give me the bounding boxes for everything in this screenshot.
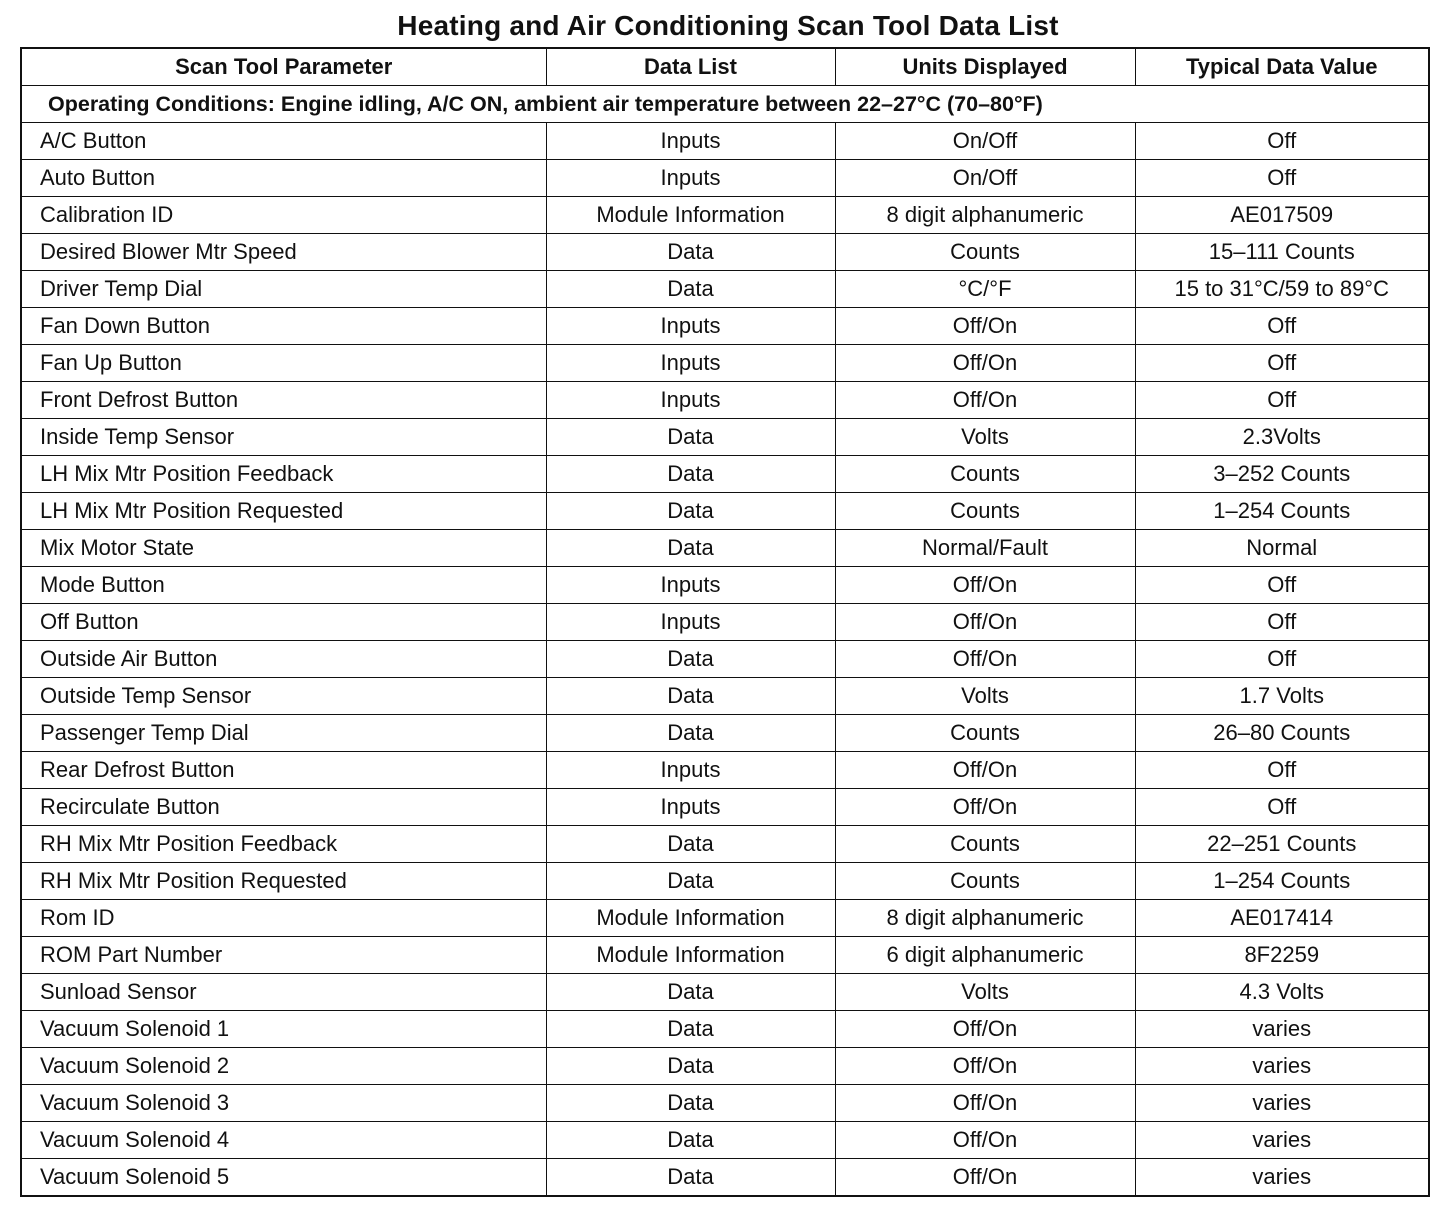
parameter-cell: RH Mix Mtr Position Feedback <box>21 826 546 863</box>
parameter-cell: Desired Blower Mtr Speed <box>21 234 546 271</box>
parameter-cell: Vacuum Solenoid 1 <box>21 1011 546 1048</box>
parameter-cell: ROM Part Number <box>21 937 546 974</box>
data-list-cell: Data <box>546 530 835 567</box>
units-cell: Off/On <box>835 308 1135 345</box>
units-cell: Counts <box>835 493 1135 530</box>
typical-value-cell: 26–80 Counts <box>1135 715 1429 752</box>
parameter-cell: LH Mix Mtr Position Requested <box>21 493 546 530</box>
operating-conditions-text: Operating Conditions: Engine idling, A/C ON, ambient air temperature between 22–27°C (70–80°F) <box>21 86 1429 123</box>
typical-value-cell: varies <box>1135 1122 1429 1159</box>
table-row <box>21 1122 1429 1159</box>
table-row <box>21 234 1429 271</box>
table-row <box>21 197 1429 234</box>
parameter-cell: A/C Button <box>21 123 546 160</box>
data-list-cell: Data <box>546 715 835 752</box>
typical-value-cell: varies <box>1135 1011 1429 1048</box>
parameter-cell: Mix Motor State <box>21 530 546 567</box>
typical-value-cell: varies <box>1135 1085 1429 1122</box>
data-list-cell: Data <box>546 1159 835 1197</box>
table-row <box>21 419 1429 456</box>
data-list-cell: Inputs <box>546 604 835 641</box>
data-list-cell: Module Information <box>546 937 835 974</box>
table-row <box>21 345 1429 382</box>
scan-tool-data-table <box>20 47 1430 1197</box>
parameter-cell: RH Mix Mtr Position Requested <box>21 863 546 900</box>
typical-value-cell: Off <box>1135 789 1429 826</box>
data-list-cell: Data <box>546 1048 835 1085</box>
table-row <box>21 1048 1429 1085</box>
parameter-cell: Calibration ID <box>21 197 546 234</box>
typical-value-cell: AE017509 <box>1135 197 1429 234</box>
units-cell: On/Off <box>835 123 1135 160</box>
parameter-cell: Auto Button <box>21 160 546 197</box>
units-cell: Volts <box>835 974 1135 1011</box>
typical-value-cell: 1.7 Volts <box>1135 678 1429 715</box>
table-row <box>21 271 1429 308</box>
table-header-row <box>21 48 1429 86</box>
typical-value-cell: Off <box>1135 604 1429 641</box>
units-cell: °C/°F <box>835 271 1135 308</box>
parameter-cell: LH Mix Mtr Position Feedback <box>21 456 546 493</box>
typical-value-cell: 15 to 31°C/59 to 89°C <box>1135 271 1429 308</box>
units-cell: Counts <box>835 456 1135 493</box>
data-list-cell: Module Information <box>546 197 835 234</box>
table-row <box>21 752 1429 789</box>
typical-value-cell: Off <box>1135 752 1429 789</box>
parameter-cell: Sunload Sensor <box>21 974 546 1011</box>
units-cell: On/Off <box>835 160 1135 197</box>
data-list-cell: Inputs <box>546 567 835 604</box>
units-cell: Off/On <box>835 752 1135 789</box>
parameter-cell: Vacuum Solenoid 2 <box>21 1048 546 1085</box>
typical-value-cell: Off <box>1135 382 1429 419</box>
data-list-cell: Data <box>546 419 835 456</box>
units-cell: Off/On <box>835 1085 1135 1122</box>
data-list-cell: Data <box>546 1011 835 1048</box>
table-row <box>21 641 1429 678</box>
typical-value-cell: 8F2259 <box>1135 937 1429 974</box>
table-row <box>21 604 1429 641</box>
data-list-cell: Data <box>546 641 835 678</box>
table-row <box>21 382 1429 419</box>
data-list-cell: Data <box>546 826 835 863</box>
units-cell: 6 digit alphanumeric <box>835 937 1135 974</box>
units-cell: Off/On <box>835 789 1135 826</box>
units-cell: 8 digit alphanumeric <box>835 197 1135 234</box>
table-row <box>21 789 1429 826</box>
typical-value-cell: Off <box>1135 160 1429 197</box>
data-list-cell: Data <box>546 1085 835 1122</box>
parameter-cell: Off Button <box>21 604 546 641</box>
column-header-data-list: Data List <box>546 48 835 86</box>
parameter-cell: Rear Defrost Button <box>21 752 546 789</box>
parameter-cell: Fan Up Button <box>21 345 546 382</box>
table-row <box>21 1011 1429 1048</box>
parameter-cell: Rom ID <box>21 900 546 937</box>
parameter-cell: Recirculate Button <box>21 789 546 826</box>
table-row <box>21 1085 1429 1122</box>
table-row <box>21 530 1429 567</box>
parameter-cell: Outside Air Button <box>21 641 546 678</box>
data-list-cell: Data <box>546 234 835 271</box>
data-list-cell: Inputs <box>546 752 835 789</box>
units-cell: Normal/Fault <box>835 530 1135 567</box>
data-list-cell: Data <box>546 863 835 900</box>
data-list-cell: Data <box>546 271 835 308</box>
units-cell: 8 digit alphanumeric <box>835 900 1135 937</box>
data-list-cell: Data <box>546 974 835 1011</box>
column-header-parameter: Scan Tool Parameter <box>21 48 546 86</box>
table-row <box>21 937 1429 974</box>
typical-value-cell: 4.3 Volts <box>1135 974 1429 1011</box>
parameter-cell: Outside Temp Sensor <box>21 678 546 715</box>
data-list-cell: Inputs <box>546 789 835 826</box>
parameter-cell: Vacuum Solenoid 4 <box>21 1122 546 1159</box>
table-row <box>21 308 1429 345</box>
parameter-cell: Fan Down Button <box>21 308 546 345</box>
typical-value-cell: Off <box>1135 345 1429 382</box>
data-list-cell: Data <box>546 493 835 530</box>
data-list-cell: Data <box>546 678 835 715</box>
parameter-cell: Mode Button <box>21 567 546 604</box>
table-row <box>21 826 1429 863</box>
typical-value-cell: Normal <box>1135 530 1429 567</box>
parameter-cell: Vacuum Solenoid 3 <box>21 1085 546 1122</box>
typical-value-cell: varies <box>1135 1159 1429 1197</box>
units-cell: Off/On <box>835 567 1135 604</box>
table-row <box>21 456 1429 493</box>
table-row <box>21 123 1429 160</box>
page-title: Heating and Air Conditioning Scan Tool Data List <box>397 10 1059 41</box>
units-cell: Off/On <box>835 382 1135 419</box>
units-cell: Volts <box>835 419 1135 456</box>
data-list-cell: Inputs <box>546 308 835 345</box>
units-cell: Off/On <box>835 345 1135 382</box>
units-cell: Volts <box>835 678 1135 715</box>
parameter-cell: Front Defrost Button <box>21 382 546 419</box>
table-row <box>21 1159 1429 1197</box>
units-cell: Off/On <box>835 1048 1135 1085</box>
data-list-cell: Inputs <box>546 382 835 419</box>
units-cell: Off/On <box>835 604 1135 641</box>
operating-conditions-row <box>21 86 1429 123</box>
units-cell: Counts <box>835 715 1135 752</box>
data-list-cell: Data <box>546 456 835 493</box>
parameter-cell: Passenger Temp Dial <box>21 715 546 752</box>
table-row <box>21 160 1429 197</box>
table-row <box>21 715 1429 752</box>
table-row <box>21 567 1429 604</box>
typical-value-cell: Off <box>1135 641 1429 678</box>
typical-value-cell: 15–111 Counts <box>1135 234 1429 271</box>
parameter-cell: Inside Temp Sensor <box>21 419 546 456</box>
typical-value-cell: varies <box>1135 1048 1429 1085</box>
typical-value-cell: 3–252 Counts <box>1135 456 1429 493</box>
typical-value-cell: 22–251 Counts <box>1135 826 1429 863</box>
units-cell: Counts <box>835 863 1135 900</box>
units-cell: Off/On <box>835 641 1135 678</box>
data-list-cell: Module Information <box>546 900 835 937</box>
column-header-typical-value: Typical Data Value <box>1135 48 1429 86</box>
data-list-cell: Data <box>546 1122 835 1159</box>
table-row <box>21 493 1429 530</box>
parameter-cell: Vacuum Solenoid 5 <box>21 1159 546 1197</box>
table-row <box>21 900 1429 937</box>
typical-value-cell: Off <box>1135 308 1429 345</box>
typical-value-cell: Off <box>1135 123 1429 160</box>
parameter-cell: Driver Temp Dial <box>21 271 546 308</box>
table-row <box>21 678 1429 715</box>
data-list-cell: Inputs <box>546 345 835 382</box>
table-row <box>21 863 1429 900</box>
units-cell: Counts <box>835 234 1135 271</box>
table-body <box>21 86 1429 1197</box>
typical-value-cell: AE017414 <box>1135 900 1429 937</box>
typical-value-cell: 1–254 Counts <box>1135 863 1429 900</box>
typical-value-cell: 1–254 Counts <box>1135 493 1429 530</box>
typical-value-cell: 2.3Volts <box>1135 419 1429 456</box>
typical-value-cell: Off <box>1135 567 1429 604</box>
data-list-cell: Inputs <box>546 160 835 197</box>
units-cell: Off/On <box>835 1011 1135 1048</box>
table-row <box>21 974 1429 1011</box>
data-list-cell: Inputs <box>546 123 835 160</box>
units-cell: Off/On <box>835 1122 1135 1159</box>
units-cell: Off/On <box>835 1159 1135 1197</box>
units-cell: Counts <box>835 826 1135 863</box>
column-header-units: Units Displayed <box>835 48 1135 86</box>
